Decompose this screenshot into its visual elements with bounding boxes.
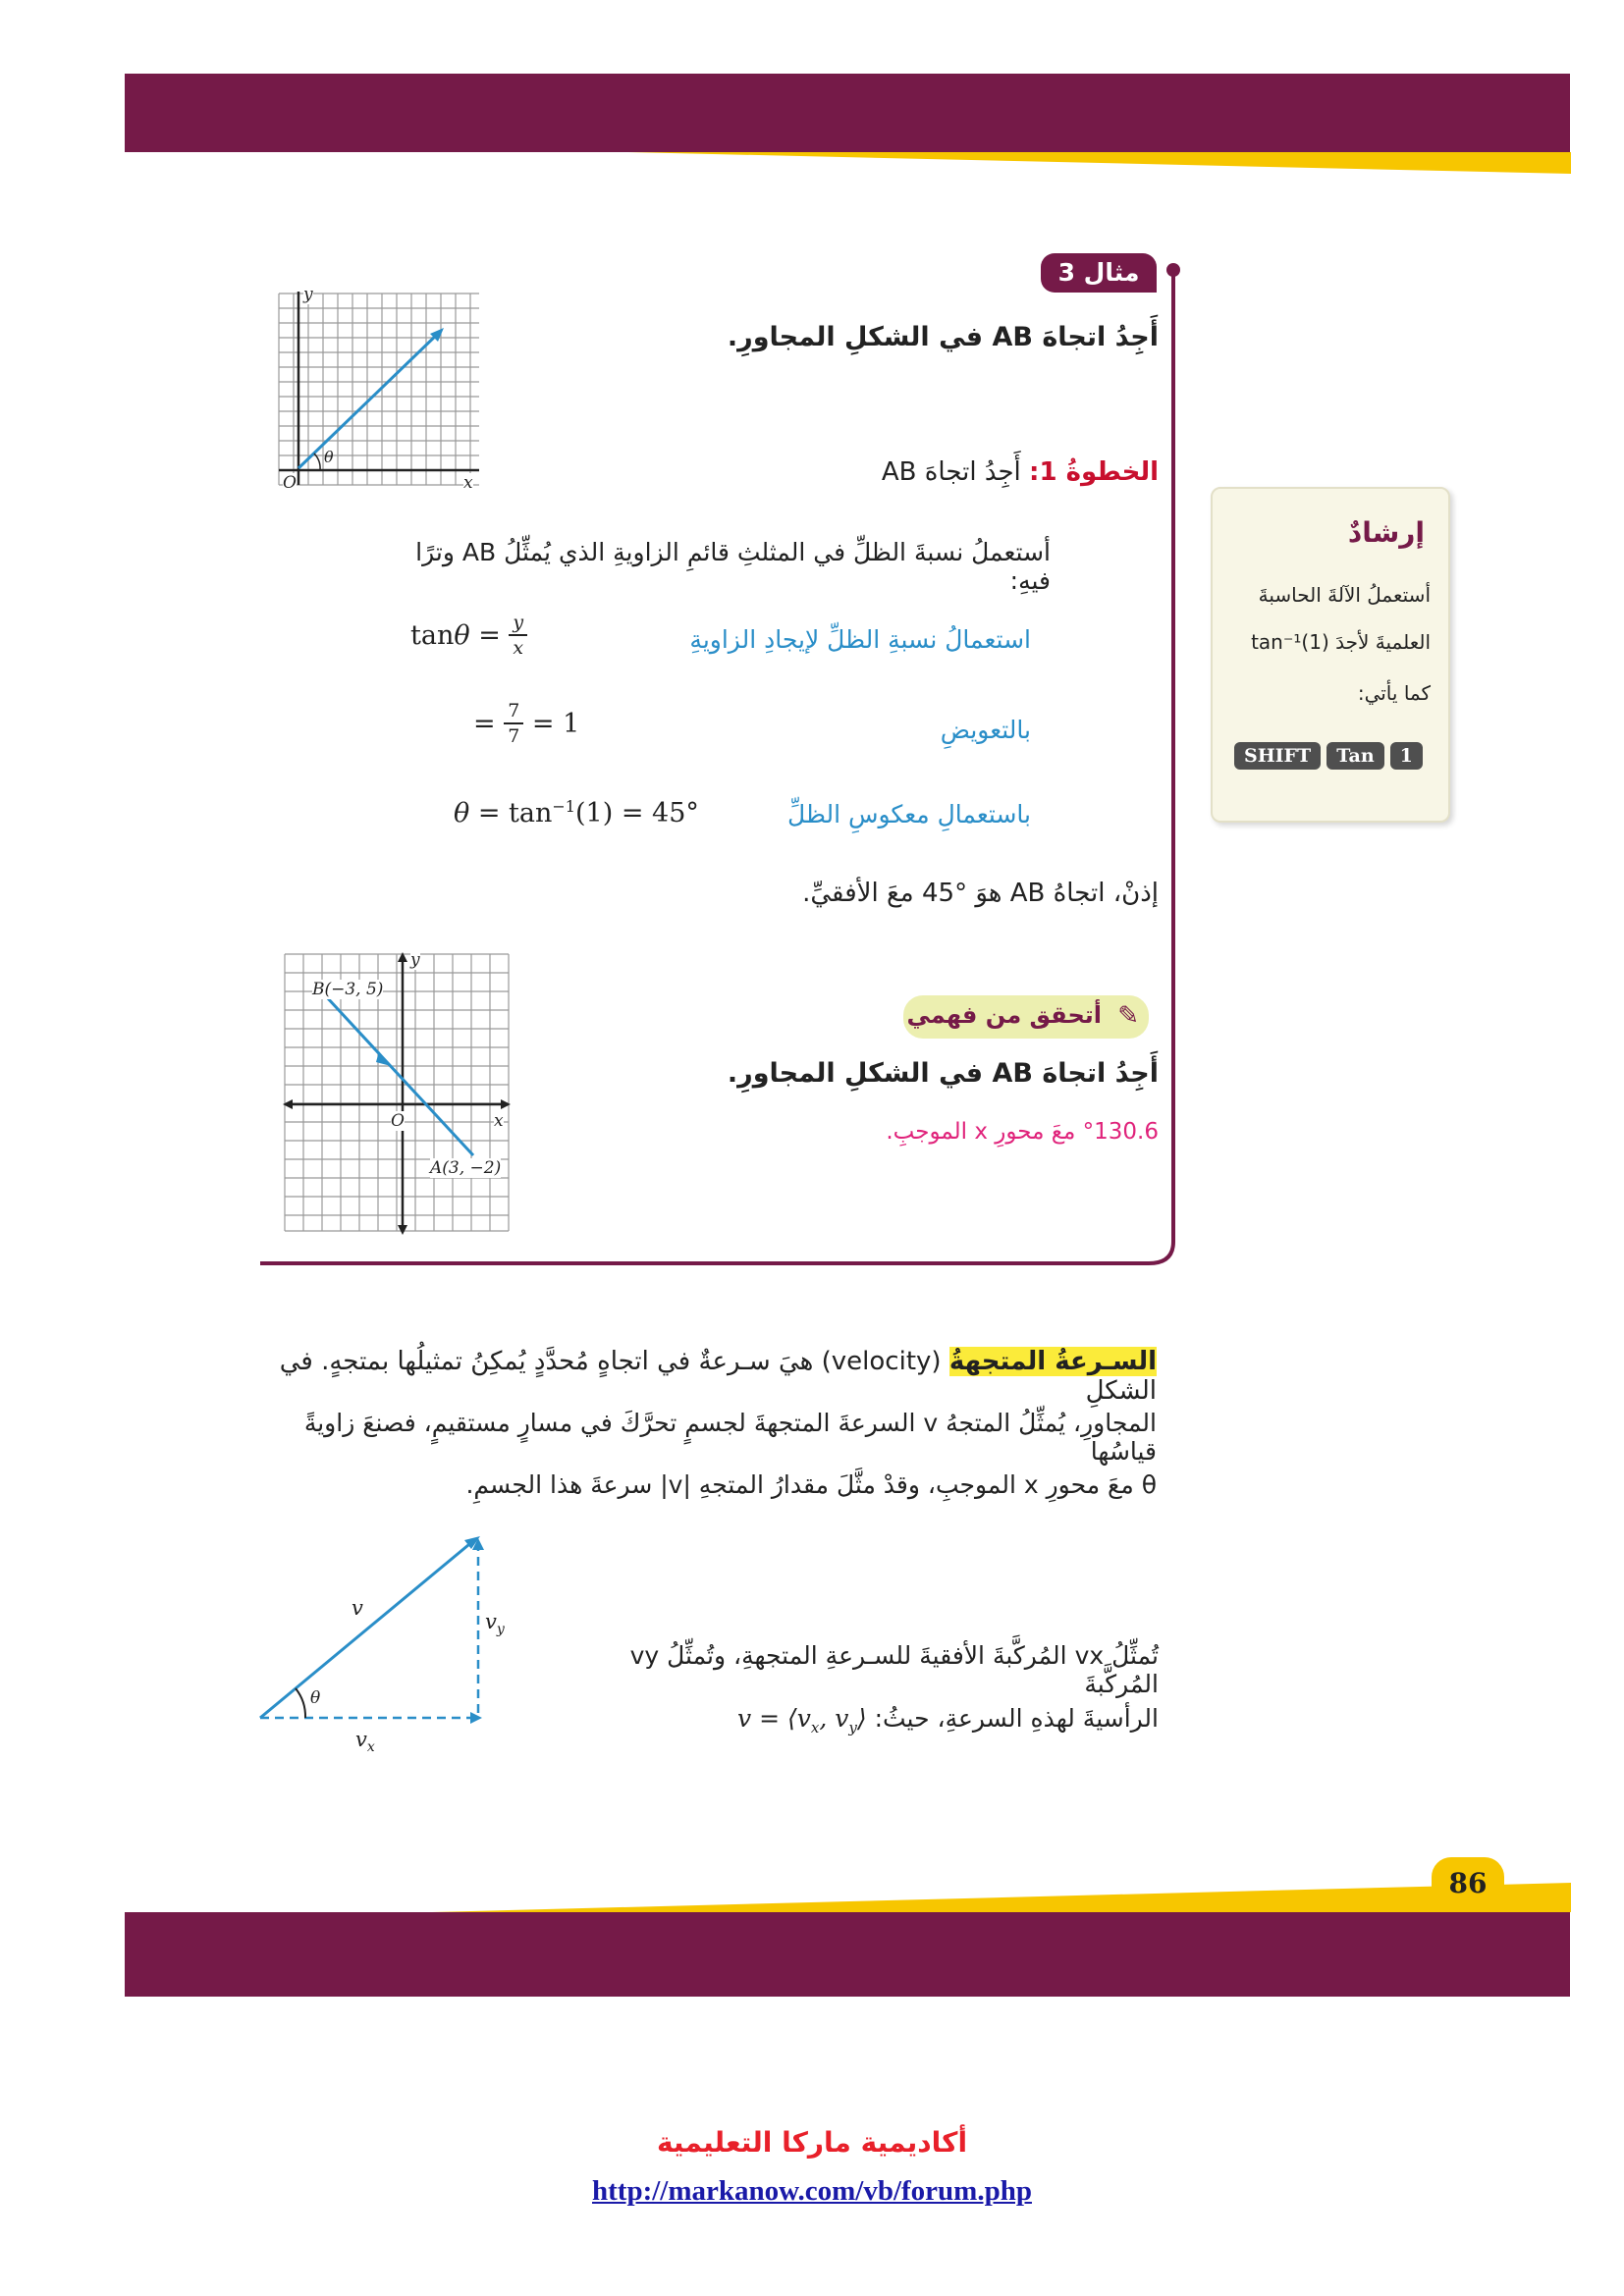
- top-header-band: [125, 74, 1570, 152]
- footer-academy: أكاديمية ماركا التعليمية: [656, 2126, 968, 2159]
- hint-title: إرشادٌ: [1347, 516, 1425, 549]
- graph2-point-a-label: A(3, −2): [430, 1158, 502, 1178]
- diagram-vy-label: $v_y$: [485, 1610, 505, 1638]
- diagram-theta-label: θ: [310, 1688, 321, 1708]
- hint-line-2: العلميةَ لأجدَ (1)tan⁻¹: [1251, 630, 1431, 654]
- check-tag: [903, 995, 1149, 1039]
- step1-line: [805, 457, 1159, 487]
- page-number-badge: [1432, 1857, 1504, 1910]
- graph1-origin-label: O: [283, 473, 297, 493]
- key-tan: Tan: [1326, 742, 1383, 770]
- components-line-2-text: الرأسيةَ لهذهِ السرعةِ، حيثُ:: [874, 1704, 1159, 1733]
- velocity-line-1: [236, 1347, 1157, 1406]
- graph1-x-label: x: [463, 473, 473, 493]
- components-line-2: [550, 1704, 1159, 1736]
- example-tag: مثال 3: [1041, 253, 1157, 293]
- velocity-term: السـرعةُ المتجهةُ: [948, 1347, 1157, 1376]
- key-1: 1: [1390, 742, 1423, 770]
- row1-desc: استعمالُ نسبةِ الظلِّ لإيجادِ الزاويةِ: [689, 625, 1031, 654]
- row3-desc: باستعمالِ معكوسِ الظلِّ: [787, 800, 1031, 828]
- row2-desc: بالتعويضِ: [940, 716, 1031, 744]
- row2-formula: = 7 7 = 1: [473, 700, 580, 747]
- example-conclusion: إذنْ، اتجاهُ AB هوَ °45 معَ الأفقيِّ.: [802, 879, 1159, 908]
- hint-keys: [1228, 742, 1423, 770]
- diagram-vy-text: v: [485, 1610, 497, 1633]
- components-line-1: تُمثِّلُ vx المُركَّبةَ الأفقيةَ للسـرعةِ المتجهةِ، وتُمثِّلُ vy المُركَّبةَ: [629, 1641, 1159, 1698]
- diagram-vx-label: $v_x$: [355, 1728, 375, 1756]
- velocity-line-3: θ معَ محورِ x الموجبِ، وقدْ مثَّلَ مقدارُ المتجهِ |v| سرعةَ هذا الجسمِ.: [465, 1470, 1157, 1499]
- step1-intro: أستعملُ نسبةَ الظلِّ في المثلثِ قائمِ الزاويةِ الذي يُمثِّلُ AB وترًا فيهِ:: [415, 538, 1051, 595]
- hint-line-3: كما يأتي:: [1357, 681, 1431, 705]
- diagram-vx-text: v: [355, 1728, 367, 1751]
- diagram-v-label: v: [352, 1596, 363, 1620]
- velocity-diagram: [250, 1526, 525, 1737]
- velocity-equation: $v = ⟨v_x$, $v_y⟩$: [737, 1704, 867, 1736]
- graph2-point-b-label: B(−3, 5): [312, 980, 384, 999]
- top-accent-stripe: [628, 152, 1571, 174]
- pencil-icon: ✎: [1117, 1001, 1139, 1031]
- graph2-origin-label: O: [391, 1111, 405, 1131]
- step1-label: الخطوةُ 1:: [1029, 457, 1159, 487]
- check-prompt: أَجِدُ اتجاهَ AB في الشكلِ المجاورِ.: [727, 1058, 1159, 1089]
- velocity-line-2: المجاورِ، يُمثِّلُ المتجهُ v السرعةَ المتجهةَ لجسمٍ تحرَّكَ في مسارٍ مستقيمٍ، فصنعَ زاويةً قياسُها: [303, 1409, 1157, 1466]
- step1-text: أَجِدُ اتجاهَ AB: [881, 457, 1021, 487]
- velocity-line-1-text: هيَ سـرعةٌ في اتجاهٍ مُحدَّدٍ يُمكِنُ تمثيلُها بمتجهٍ. في الشكلِ: [279, 1347, 1157, 1406]
- footer-url[interactable]: http://markanow.com/vb/forum.php: [592, 2175, 1032, 2207]
- example-prompt: أَجِدُ اتجاهَ AB في الشكلِ المجاورِ.: [727, 322, 1159, 352]
- bottom-accent-stripe: [432, 1883, 1571, 1912]
- check-answer: °130.6 معَ محورِ x الموجبِ.: [886, 1119, 1159, 1145]
- graph-1: [275, 290, 486, 496]
- key-shift: SHIFT: [1234, 742, 1321, 770]
- hint-box: [1211, 487, 1450, 823]
- graph2-x-label: x: [494, 1111, 504, 1131]
- row1-formula: tan θ = y x: [410, 611, 527, 660]
- page-number: 86: [1448, 1867, 1488, 1899]
- graph1-y-label: y: [303, 285, 313, 304]
- bottom-footer-band: [125, 1912, 1570, 1997]
- row3-formula: $\theta = \tan^{-1}(1) = 45^\circ$: [454, 797, 699, 828]
- graph2-y-label: y: [410, 950, 420, 970]
- check-title: أتحقق من فهمي: [906, 1001, 1102, 1029]
- velocity-term-en: (velocity): [821, 1347, 942, 1376]
- graph1-theta-label: θ: [324, 448, 334, 466]
- hint-line-1: أستعملُ الآلةَ الحاسبةَ: [1258, 583, 1431, 607]
